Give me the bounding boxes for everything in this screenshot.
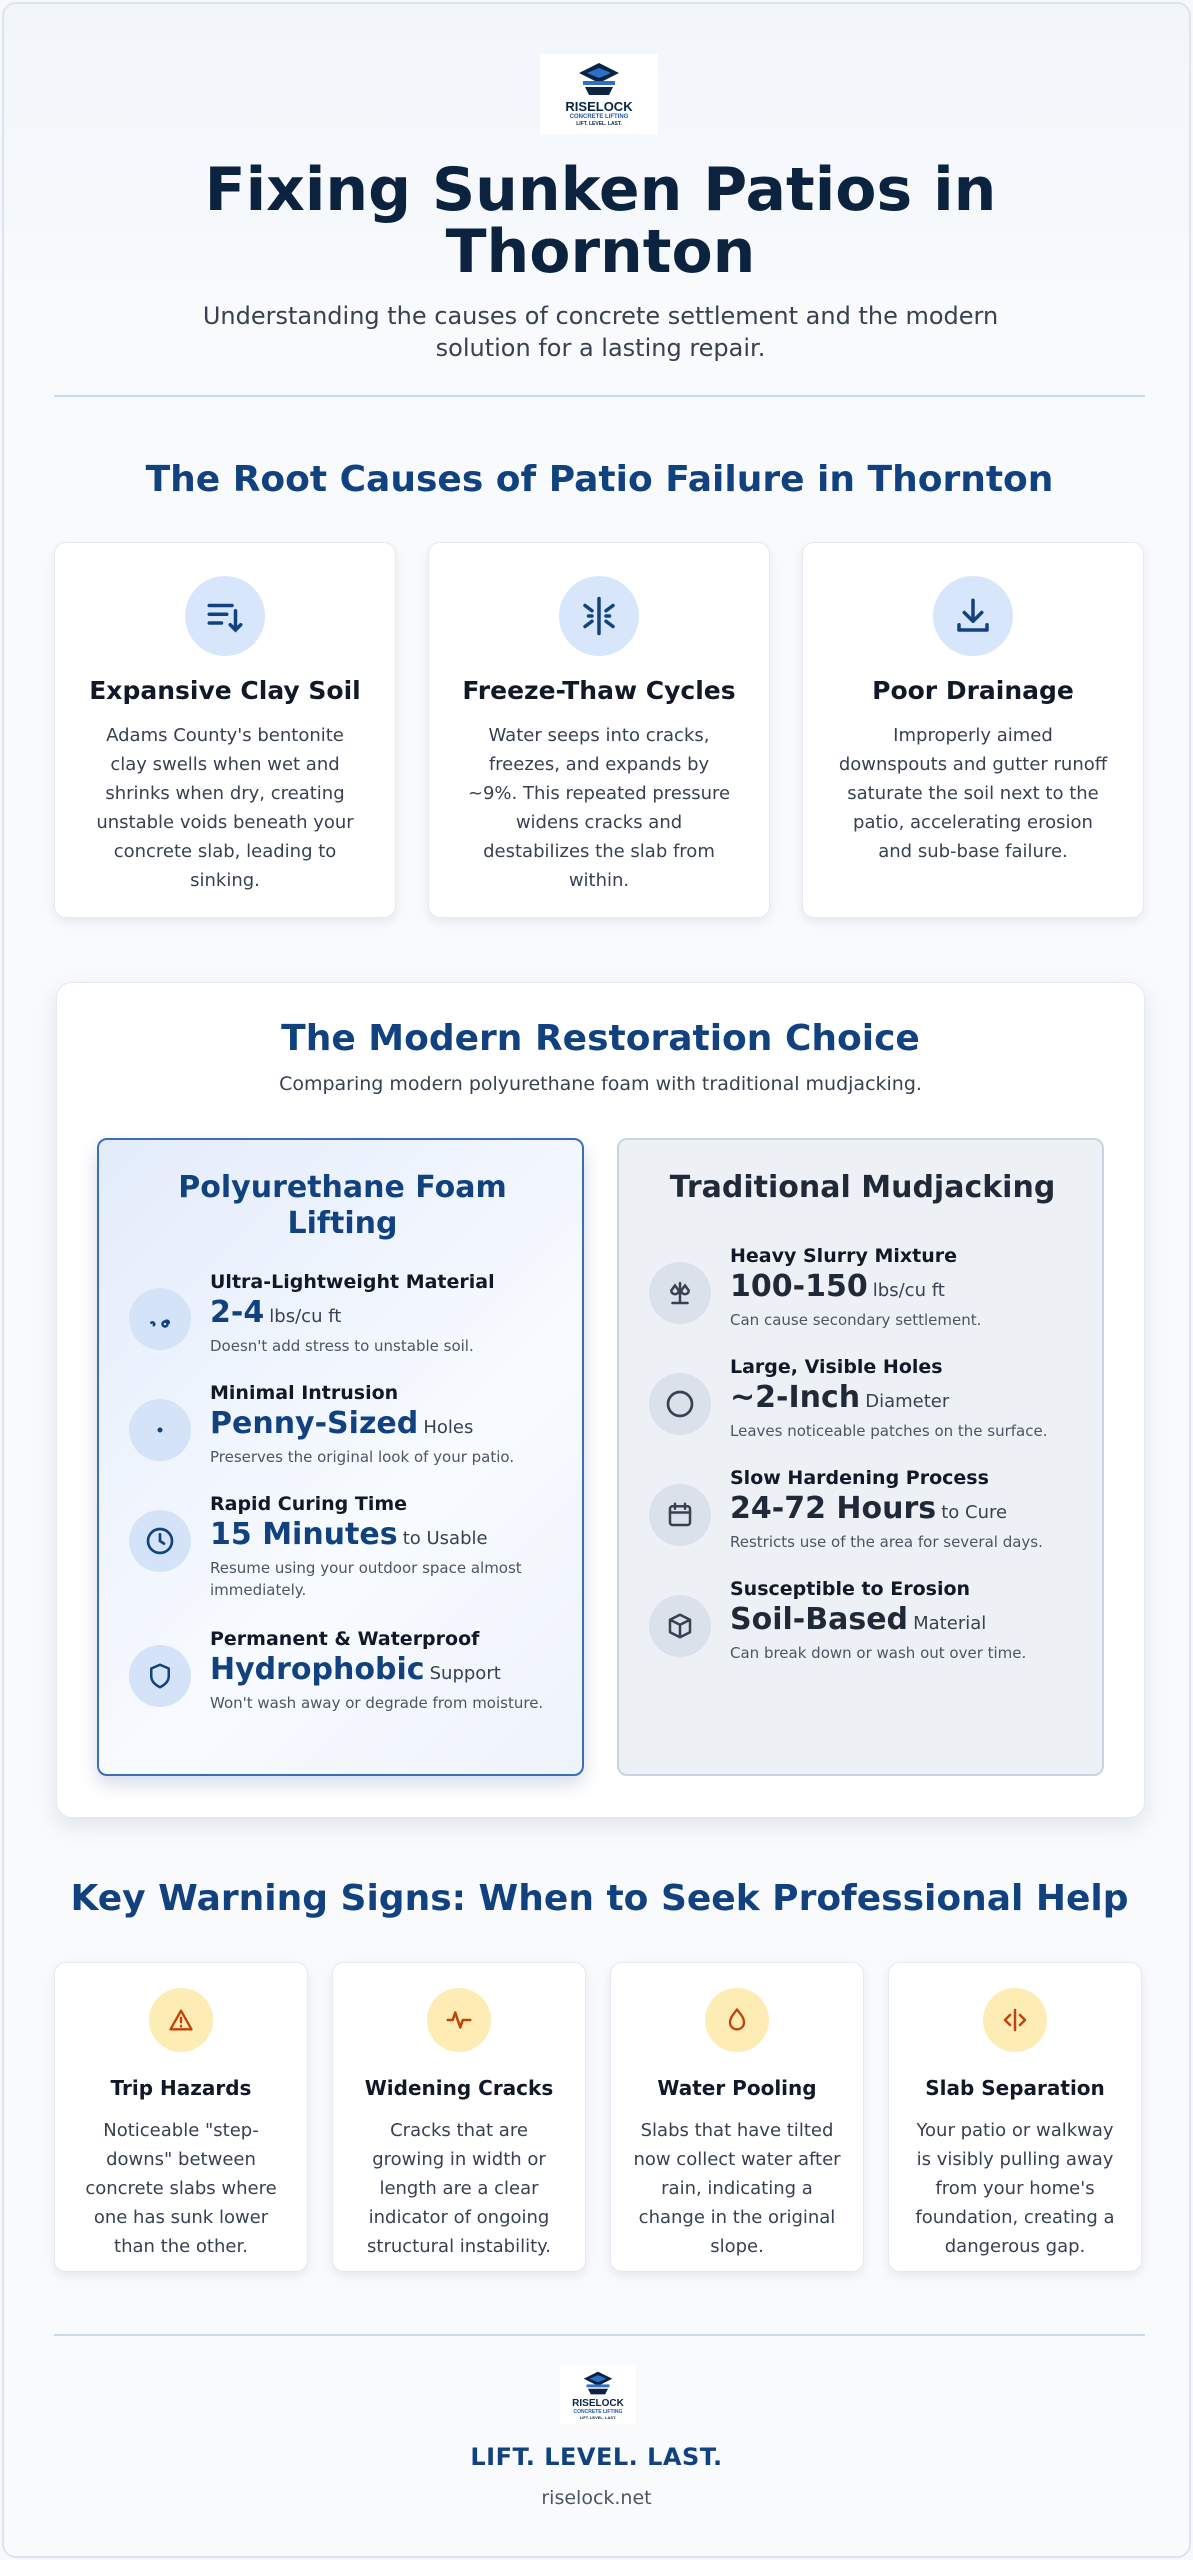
feature-value: Hydrophobic (210, 1652, 425, 1687)
feature-name: Slow Hardening Process (730, 1467, 989, 1489)
page-title: Fixing Sunken Patios in Thornton (204, 155, 997, 287)
comparison-title: The Modern Restoration Choice (281, 1018, 920, 1059)
footer-logo-line2: LIFT. LEVEL. LAST. (579, 2415, 617, 2420)
page-subtitle: Understanding the causes of concrete settlement and the modern solution for a lasting repair. (202, 302, 999, 362)
footer-logo-name: RISELOCK (572, 2398, 624, 2409)
feature-name: Large, Visible Holes (730, 1356, 943, 1378)
feature-note: Doesn't add stress to unstable soil. (210, 1337, 474, 1355)
warning-desc: Cracks that are growing in width or length are a clear indicator of ongoing structural instability. (367, 2120, 551, 2257)
footer-divider (54, 2334, 1145, 2336)
feature-name: Susceptible to Erosion (730, 1578, 971, 1600)
feature-value: 15 Minutes (210, 1517, 398, 1552)
water-drop-icon (705, 1988, 769, 2052)
scale-icon (649, 1262, 711, 1324)
cause-card-clay (54, 542, 396, 918)
feature-unit: lbs/cu ft (872, 1280, 945, 1301)
cause-title: Poor Drainage (872, 676, 1074, 705)
warning-desc: Your patio or walkway is visibly pulling away from your home's foundation, creating a dangerous gap. (915, 2120, 1115, 2257)
feature-note: Can cause secondary settlement. (730, 1311, 982, 1329)
foam-title: Polyurethane Foam Lifting (178, 1170, 507, 1241)
feature-value: 2-4 (210, 1295, 265, 1330)
footer-logo-line1: CONCRETE LIFTING (573, 2409, 623, 2415)
feature-value: Penny-Sized (210, 1406, 419, 1441)
feature-name: Permanent & Waterproof (210, 1628, 480, 1650)
activity-pulse-icon (427, 1988, 491, 2052)
mudjacking-title: Traditional Mudjacking (669, 1170, 1056, 1205)
circle-icon (649, 1373, 711, 1435)
footer-logo (560, 2366, 636, 2424)
comparison-subtitle: Comparing modern polyurethane foam with traditional mudjacking. (279, 1073, 922, 1095)
warning-title: Water Pooling (657, 2076, 817, 2100)
infographic-page (2, 2, 1191, 2558)
warning-triangle-icon (149, 1988, 213, 2052)
feature-note: Resume using your outdoor space almost immediately. (210, 1559, 522, 1599)
cause-desc: Water seeps into cracks, freezes, and expands by ~9%. This repeated pressure widens cracks and destabilizes the slab from within. (467, 725, 731, 891)
feature-unit: Diameter (865, 1391, 950, 1412)
warning-desc: Slabs that have tilted now collect water after rain, indicating a change in the original slope. (633, 2120, 841, 2257)
warning-card-separation (888, 1962, 1142, 2272)
logo-line2: LIFT. LEVEL. LAST. (576, 121, 622, 127)
dot-icon (129, 1399, 191, 1461)
logo-line1: CONCRETE LIFTING (569, 114, 629, 120)
comparison-panel (56, 982, 1145, 1818)
warning-card-cracks (332, 1962, 586, 2272)
feature-unit: Holes (423, 1417, 474, 1438)
feature-value: Soil-Based (730, 1602, 909, 1637)
warning-title: Trip Hazards (110, 2076, 252, 2100)
feature-note: Leaves noticeable patches on the surface. (730, 1422, 1048, 1440)
feature-unit: Material (913, 1613, 987, 1634)
feature-name: Minimal Intrusion (210, 1382, 399, 1404)
mudjacking-column (617, 1138, 1104, 1776)
footer-site-link[interactable]: riselock.net (541, 2487, 652, 2509)
cause-desc: Adams County's bentonite clay swells when wet and shrinks when dry, creating unstable voids beneath your concrete slab, leading to sinking. (96, 725, 354, 891)
feature-value: 100-150 (730, 1269, 868, 1304)
feature-note: Can break down or wash out over time. (730, 1644, 1027, 1662)
download-drain-icon (933, 576, 1013, 656)
causes-title: The Root Causes of Patio Failure in Thornton (145, 459, 1054, 500)
feature-value: ~2-Inch (730, 1380, 861, 1415)
footer-tagline: LIFT. LEVEL. LAST. (470, 2443, 723, 2471)
calendar-icon (649, 1484, 711, 1546)
warning-title: Slab Separation (925, 2076, 1105, 2100)
cause-desc: Improperly aimed downspouts and gutter runoff saturate the soil next to the patio, accelerating erosion and sub-base failure. (838, 725, 1108, 862)
separation-arrows-icon (983, 1988, 1047, 2052)
cause-card-freeze (428, 542, 770, 918)
header-divider (54, 395, 1145, 397)
feature-unit: to Cure (941, 1502, 1008, 1523)
feature-note: Won't wash away or degrade from moisture. (210, 1694, 544, 1712)
feature-unit: to Usable (402, 1528, 488, 1549)
logo-name: RISELOCK (565, 99, 633, 114)
sort-list-icon (185, 576, 265, 656)
warning-title: Widening Cracks (364, 2076, 554, 2100)
warning-card-pooling (610, 1962, 864, 2272)
feature-name: Rapid Curing Time (210, 1493, 408, 1515)
feature-unit: Support (429, 1663, 501, 1684)
feature-name: Heavy Slurry Mixture (730, 1245, 957, 1267)
clock-icon (129, 1510, 191, 1572)
cause-card-drainage (802, 542, 1144, 918)
shield-icon (129, 1645, 191, 1707)
feature-name: Ultra-Lightweight Material (210, 1271, 495, 1293)
freeze-burst-icon (559, 576, 639, 656)
feather-icon (129, 1288, 191, 1350)
warning-desc: Noticeable "step-downs" between concrete slabs where one has sunk lower than the other. (85, 2120, 277, 2257)
warnings-title: Key Warning Signs: When to Seek Professional Help (70, 1878, 1129, 1919)
warning-card-trip (54, 1962, 308, 2272)
brand-logo (540, 54, 658, 134)
feature-note: Restricts use of the area for several days. (730, 1533, 1043, 1551)
logo-mark-icon (571, 61, 627, 97)
box-icon (649, 1595, 711, 1657)
feature-value: 24-72 Hours (730, 1491, 937, 1526)
logo-mark-icon (578, 2370, 618, 2396)
feature-unit: lbs/cu ft (269, 1306, 342, 1327)
cause-title: Freeze-Thaw Cycles (462, 676, 736, 705)
feature-note: Preserves the original look of your patio. (210, 1448, 515, 1466)
cause-title: Expansive Clay Soil (89, 676, 361, 705)
foam-column (97, 1138, 584, 1776)
